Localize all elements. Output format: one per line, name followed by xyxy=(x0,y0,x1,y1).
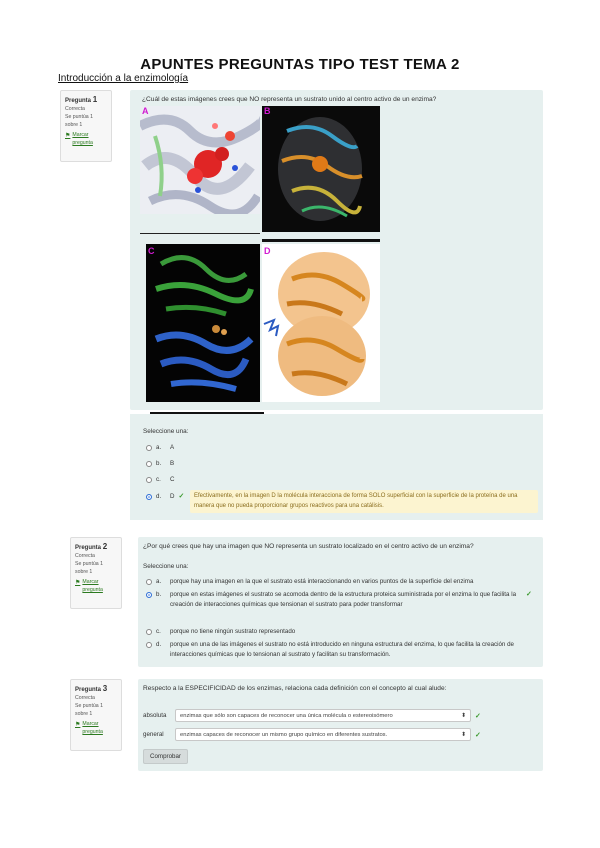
option-b[interactable]: b. B xyxy=(146,459,174,469)
select-one-label: Seleccione una: xyxy=(143,563,189,570)
radio-button[interactable] xyxy=(146,579,152,585)
question-panel-3 xyxy=(138,679,543,771)
match-select-absoluta[interactable]: enzimas que sólo son capaces de reconocer una única molécula o estereoisómero ⬍ xyxy=(175,709,471,722)
question-score: Se puntúa 1 sobre 1 xyxy=(75,560,103,575)
option-d[interactable]: d. porque en una de las imágenes el sustrato no está introducido en ninguna estructura del enzima, lo que facilita la creación de interacciones químicas que lo tensionan al sustrato y facilitan su transformación. xyxy=(146,640,536,659)
document-title: APUNTES PREGUNTAS TIPO TEST TEMA 2 xyxy=(140,56,460,73)
match-select-general[interactable]: enzimas capaces de reconocer un mismo grupo químico en diferentes sustratos. ⬍ xyxy=(175,728,471,741)
check-icon: ✓ xyxy=(475,731,481,739)
question-info-3 xyxy=(70,679,122,751)
flag-question-link[interactable]: ⚑ Marcar pregunta xyxy=(65,132,93,147)
match-label: absoluta xyxy=(143,712,167,719)
image-label-a: A xyxy=(142,106,149,116)
option-c[interactable]: c. C xyxy=(146,475,174,485)
question-text-3: Respecto a la ESPECIFICIDAD de los enzimas, relaciona cada definición con el concepto al cual alude: xyxy=(143,685,447,692)
option-a[interactable]: a. porque hay una imagen en la que el sustrato está interaccionando en varios puntos de la superficie del enzima xyxy=(146,577,536,587)
flag-icon: ⚑ xyxy=(75,722,81,729)
question-status: Correcta xyxy=(75,695,95,701)
match-row-general xyxy=(143,728,481,741)
document-subtitle: Introducción a la enzimología xyxy=(58,73,189,84)
flag-icon: ⚑ xyxy=(75,580,81,587)
question-number: Pregunta 3 xyxy=(75,684,108,693)
question-text-1: ¿Cuál de estas imágenes crees que NO representa un sustrato unido al centro activo de un enzima? xyxy=(142,96,437,103)
protein-image-a xyxy=(140,106,260,214)
match-label: general xyxy=(143,731,164,738)
image-divider xyxy=(140,233,260,234)
check-icon: ✓ xyxy=(475,712,481,720)
question-score: Se puntúa 1 sobre 1 xyxy=(75,702,103,717)
question-number: Pregunta 1 xyxy=(65,95,98,104)
option-b-selected[interactable]: b. porque en estas imágenes el sustrato se acomoda dentro de la estructura proteica suministrada por el enzima lo que facilita la creación de interacciones químicas que tensionan el sustrato para poder transformar ✓ xyxy=(146,590,536,609)
check-button[interactable]: Comprobar xyxy=(143,749,188,764)
protein-b-structure xyxy=(262,106,380,232)
protein-image-d xyxy=(262,244,380,402)
chevron-updown-icon: ⬍ xyxy=(461,731,466,738)
check-icon: ✓ xyxy=(526,591,532,598)
radio-button[interactable] xyxy=(146,642,152,648)
answer-feedback: Efectivamente, en la imagen D la molécula interacciona de forma SOLO superficial con la superficie de la proteína de una manera que no pueda proporcionar grupos reactivos para una catálisis. xyxy=(190,490,538,513)
protein-image-c xyxy=(146,244,260,402)
select-one-label: Seleccione una: xyxy=(143,428,189,435)
radio-button[interactable] xyxy=(146,445,152,451)
protein-image-b xyxy=(262,106,380,232)
question-status: Correcta xyxy=(65,106,85,112)
question-score: Se puntúa 1 sobre 1 xyxy=(65,113,93,128)
image-label-c: C xyxy=(148,246,155,256)
radio-button[interactable] xyxy=(146,629,152,635)
question-info-1 xyxy=(60,90,112,162)
flag-question-link[interactable]: ⚑ Marcar pregunta xyxy=(75,579,103,594)
protein-c-structure xyxy=(146,244,260,402)
check-icon: ✓ xyxy=(178,493,185,500)
question-text-2: ¿Por qué crees que hay una imagen que NO representa un sustrato localizado en el centro activo de un enzima? xyxy=(143,543,474,550)
protein-a-structure xyxy=(140,106,260,214)
image-label-b: B xyxy=(264,106,271,116)
protein-d-structure xyxy=(262,244,380,402)
option-a[interactable]: a. A xyxy=(146,443,174,453)
image-label-d: D xyxy=(264,246,271,256)
radio-button[interactable] xyxy=(146,477,152,483)
radio-button-selected[interactable] xyxy=(146,494,152,500)
chevron-updown-icon: ⬍ xyxy=(461,712,466,719)
question-number: Pregunta 2 xyxy=(75,542,108,551)
option-d-selected[interactable]: d. D ✓ xyxy=(146,492,184,503)
match-row-absoluta xyxy=(143,709,481,722)
question-status: Correcta xyxy=(75,553,95,559)
flag-question-link[interactable]: ⚑ Marcar pregunta xyxy=(75,721,103,736)
radio-button[interactable] xyxy=(146,461,152,467)
question-info-2 xyxy=(70,537,122,609)
flag-icon: ⚑ xyxy=(65,133,71,140)
image-divider xyxy=(262,239,380,242)
radio-button-selected[interactable] xyxy=(146,592,152,598)
option-c[interactable]: c. porque no tiene ningún sustrato representado xyxy=(146,627,536,637)
